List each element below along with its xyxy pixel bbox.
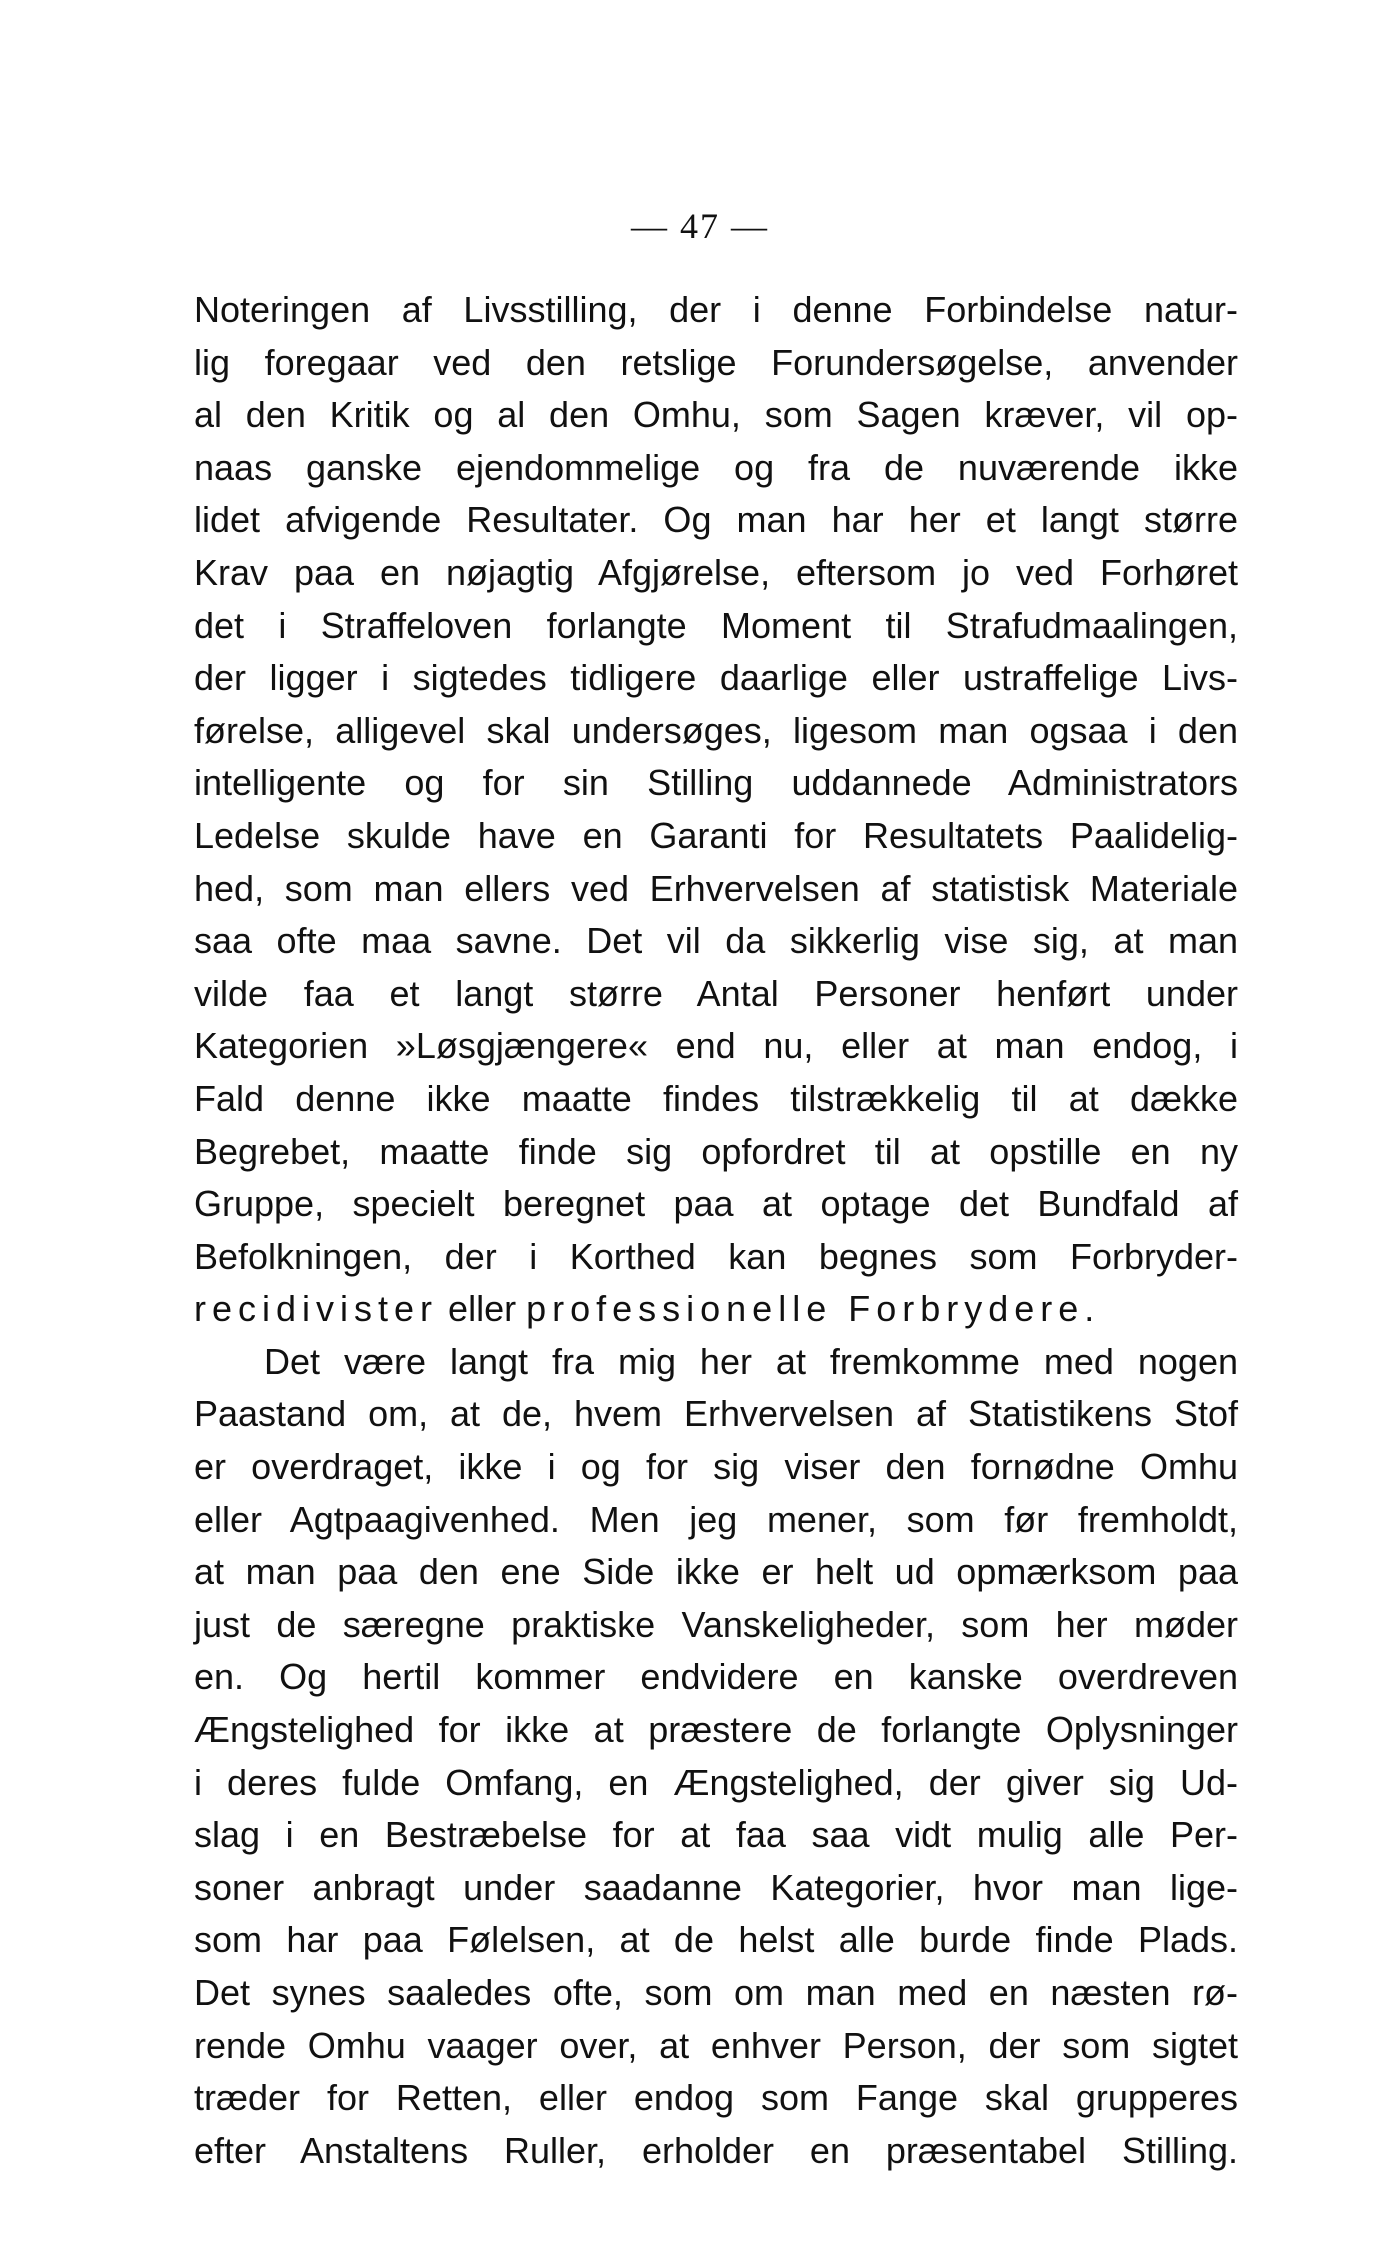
paragraph-2	[194, 1336, 1238, 2178]
text-line: rende Omhu vaager over, at enhver Person, der som sigtet	[194, 2024, 1238, 2066]
text-line: Det synes saaledes ofte, som om man med en næsten rø-	[194, 1972, 1238, 2013]
text-line: Kategorien »Løsgjængere« end nu, eller at man endog, i	[194, 1025, 1238, 1067]
page-number: — 47 —	[631, 206, 769, 246]
body-text	[194, 284, 1238, 2177]
text-line: intelligente og for sin Stilling uddannede Administrators	[194, 762, 1238, 804]
text-line: al den Kritik og al den Omhu, som Sagen kræver, vil op-	[194, 394, 1238, 436]
spaced-term: professionelle Forbrydere	[526, 1288, 1085, 1330]
text-line: slag i en Bestræbelse for at faa saa vidt mulig alle Per-	[194, 1814, 1238, 1856]
text-line: efter Anstaltens Ruller, erholder en præsentabel Stilling.	[194, 2129, 1238, 2171]
text-line: Begrebet, maatte finde sig opfordret til at opstille en ny	[194, 1130, 1238, 1172]
text-line: Paastand om, at de, hvem Erhvervelsen af Statistikens Stof	[194, 1393, 1238, 1435]
text-line: lig foregaar ved den retslige Forundersøgelse, anvender	[194, 341, 1238, 383]
text-line: Ængstelighed for ikke at præstere de forlangte Oplysninger	[194, 1709, 1238, 1751]
text-line: træder for Retten, eller endog som Fange skal grupperes	[194, 2077, 1238, 2119]
text-line-last	[194, 1283, 1238, 1336]
text-line: i deres fulde Omfang, en Ængstelighed, der giver sig Ud-	[194, 1761, 1238, 1803]
text-line: at man paa den ene Side ikke er helt ud opmærksom paa	[194, 1551, 1238, 1593]
text-line: soner anbragt under saadanne Kategorier, hvor man lige-	[194, 1866, 1238, 1908]
text-line: Befolkningen, der i Korthed kan begnes som Forbryder-	[194, 1235, 1238, 1277]
text-line: vilde faa et langt større Antal Personer henført under	[194, 972, 1238, 1014]
text-line: det i Straffeloven forlangte Moment til Strafudmaalingen,	[194, 604, 1238, 646]
paragraph-1	[194, 284, 1238, 1336]
text-line: Ledelse skulde have en Garanti for Resultatets Paalidelig-	[194, 814, 1238, 856]
text-line: der ligger i sigtedes tidligere daarlige eller ustraffelige Livs-	[194, 657, 1238, 699]
text-line: just de særegne praktiske Vanskeligheder, som her møder	[194, 1603, 1238, 1645]
text-line-indented: Det være langt fra mig her at fremkomme med nogen	[264, 1340, 1238, 1382]
text-fragment: .	[1084, 1288, 1095, 1330]
text-line: lidet afvigende Resultater. Og man har her et langt større	[194, 499, 1238, 541]
text-line: førelse, alligevel skal undersøges, ligesom man ogsaa i den	[194, 709, 1238, 751]
text-line: Fald denne ikke maatte findes tilstrækkelig til at dække	[194, 1077, 1238, 1119]
text-line: eller Agtpaagivenhed. Men jeg mener, som før fremholdt,	[194, 1498, 1238, 1540]
text-line: Gruppe, specielt beregnet paa at optage det Bundfald af	[194, 1183, 1238, 1225]
text-line: hed, som man ellers ved Erhvervelsen af statistisk Materiale	[194, 867, 1238, 909]
text-line: som har paa Følelsen, at de helst alle burde finde Plads.	[194, 1919, 1238, 1961]
text-fragment: eller	[438, 1288, 527, 1330]
text-line: Noteringen af Livsstilling, der i denne Forbindelse natur-	[194, 289, 1238, 330]
spaced-term: recidivister	[194, 1288, 439, 1330]
text-line: Krav paa en nøjagtig Afgjørelse, eftersom jo ved Forhøret	[194, 551, 1238, 593]
text-line: naas ganske ejendommelige og fra de nuværende ikke	[194, 446, 1238, 488]
text-line: er overdraget, ikke i og for sig viser den fornødne Omhu	[194, 1446, 1238, 1488]
text-line: en. Og hertil kommer endvidere en kanske overdreven	[194, 1656, 1238, 1698]
text-line: saa ofte maa savne. Det vil da sikkerlig vise sig, at man	[194, 920, 1238, 962]
